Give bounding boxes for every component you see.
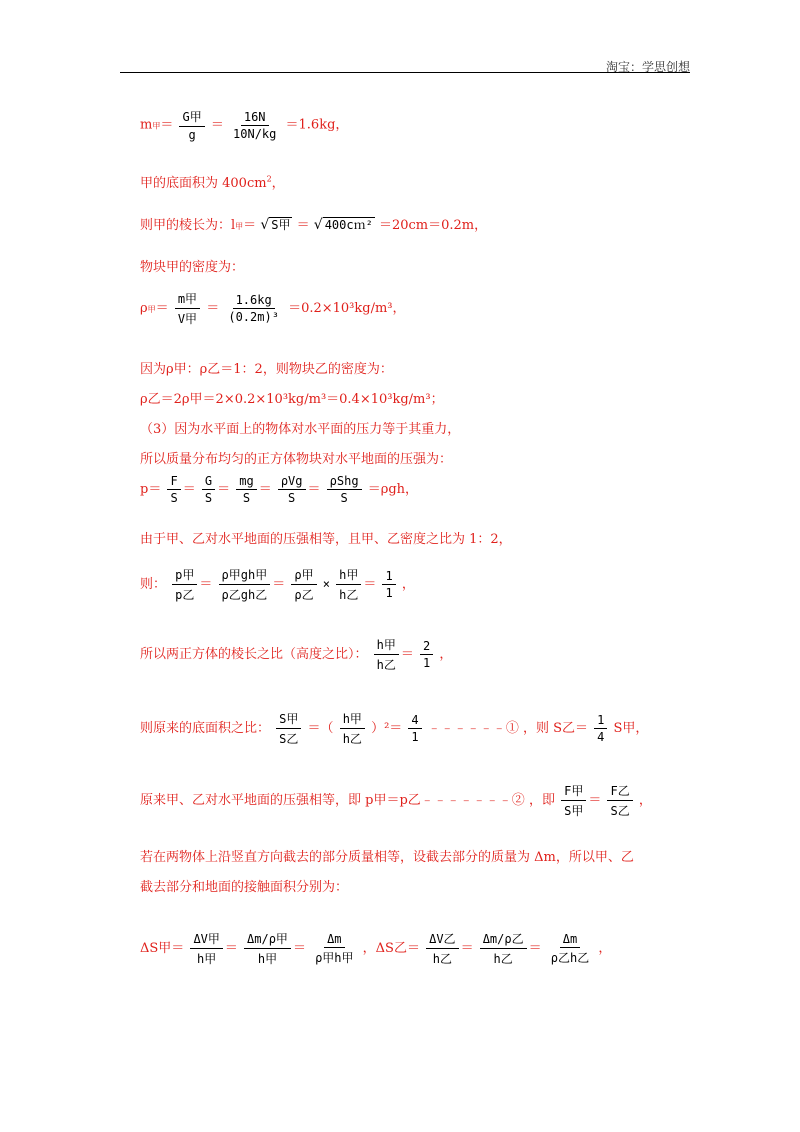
line-mass: m甲＝ $\frac{\text{G甲}}{g}$ ＝ $\frac{16N}{10N/kg}$ ＝1.6kg， — [140, 109, 349, 142]
equation-marker-1: ① — [505, 721, 519, 736]
fraction: $\frac{\text{m甲}}{\text{V甲}}$ — [175, 290, 200, 327]
line-delta-s: ΔS甲＝ $\frac{\text{ΔV甲}}{\text{h甲}}$ ＝ $\frac{\text{Δm/ρ甲}}{\text{h甲}}$ ＝ $\frac{\Delta m}{\text{ρ甲h甲}}$ ，ΔS乙＝ $\frac{\text{ΔV乙}}{\text{h乙}}$ ＝ $\frac{\text{Δm/ρ乙}}{\text{h乙}}$ ＝ $\frac{\Delta m}{\text{ρ乙h乙}}$ ， — [140, 931, 612, 966]
equation-marker-2: ② — [511, 793, 525, 808]
line-density-label: 物块甲的密度为： — [140, 260, 245, 275]
line-ratio: 则： $\frac{\text{p甲}}{\text{p乙}}$ ＝ $\frac{\text{ρ甲gh甲}}{\text{ρ乙gh乙}}$ ＝ $\frac{\text{ρ甲}}{\text{ρ乙}}$ × $\frac{\text{h甲}}{\text{h乙}}$ ＝ $\frac{1}{1}$ ， — [140, 568, 415, 602]
line-part3: （3）因为水平面上的物体对水平面的压力等于其重力， — [140, 422, 461, 437]
line-height-ratio: 所以两正方体的棱长之比（高度之比）： $\frac{\text{h甲}}{\text{h乙}}$ ＝ $\frac{2}{1}$ ， — [140, 638, 453, 672]
fraction: $\frac{\text{G甲}}{g}$ — [179, 108, 204, 142]
line-density-ratio: 因为ρ甲：ρ乙＝1：2，则物块乙的密度为： — [140, 362, 393, 377]
line-base-area: 甲的底面积为 $400cm^2$， — [140, 174, 285, 191]
line-pressure: p＝ $\frac{F}{S}$ ＝ $\frac{G}{S}$ ＝ $\frac{mg}{S}$ ＝ $\frac{\text{ρVg}}{S}$ ＝ $\frac{\text{ρShg}}{S}$ ＝ρgh， — [140, 474, 419, 505]
sqrt-icon: √ — [313, 217, 323, 233]
line-equal-pressure: 由于甲、乙对水平地面的压强相等，且甲、乙密度之比为 1：2， — [140, 532, 512, 547]
fraction: $\frac{1.6kg}{\text{(0.2m)³}}$ — [228, 293, 279, 324]
header-rule — [120, 72, 690, 73]
sqrt-icon: √ — [260, 217, 270, 233]
line-density: ρ甲＝ $\frac{\text{m甲}}{\text{V甲}}$ ＝ $\frac{1.6kg}{\text{(0.2m)³}}$ ＝0.2×10³kg/m³， — [140, 292, 406, 326]
header-text: 淘宝：学思创想 — [605, 60, 690, 74]
line-edge-length: 则甲的棱长为：l甲＝ √ S甲 ＝ √ 400cｍ² ＝20cm＝0.2m， — [140, 217, 488, 233]
line-contact-area: 截去部分和地面的接触面积分别为： — [140, 880, 349, 895]
line-cut-mass: 若在两物体上沿竖直方向截去的部分质量相等，设截去部分的质量为 Δm，所以甲、乙 — [140, 850, 634, 865]
line-pressure-label: 所以质量分布均匀的正方体物块对水平地面的压强为： — [140, 452, 453, 467]
line-equal-p: 原来甲、乙对水平地面的压强相等，即 p甲＝p乙﹣﹣﹣﹣﹣﹣﹣② ，即 $\frac{\text{F甲}}{\text{S甲}}$ ＝ $\frac{\text{F乙}}{\text{S乙}}$ ， — [140, 784, 652, 818]
fraction: $\frac{16N}{10N/kg}$ — [233, 109, 277, 141]
line-area-ratio: 则原来的底面积之比： $\frac{\text{S甲}}{\text{S乙}}$ ＝（ $\frac{\text{h甲}}{\text{h乙}}$ ）²＝ $\frac{4}{1}$ ﹣﹣﹣﹣﹣﹣① ，则 S乙＝ $\frac{1}{4}$ S甲， — [140, 712, 649, 746]
line-density-b: ρ乙＝2ρ甲＝2×0.2×10³kg/m³＝0.4×10³kg/m³； — [140, 392, 444, 407]
